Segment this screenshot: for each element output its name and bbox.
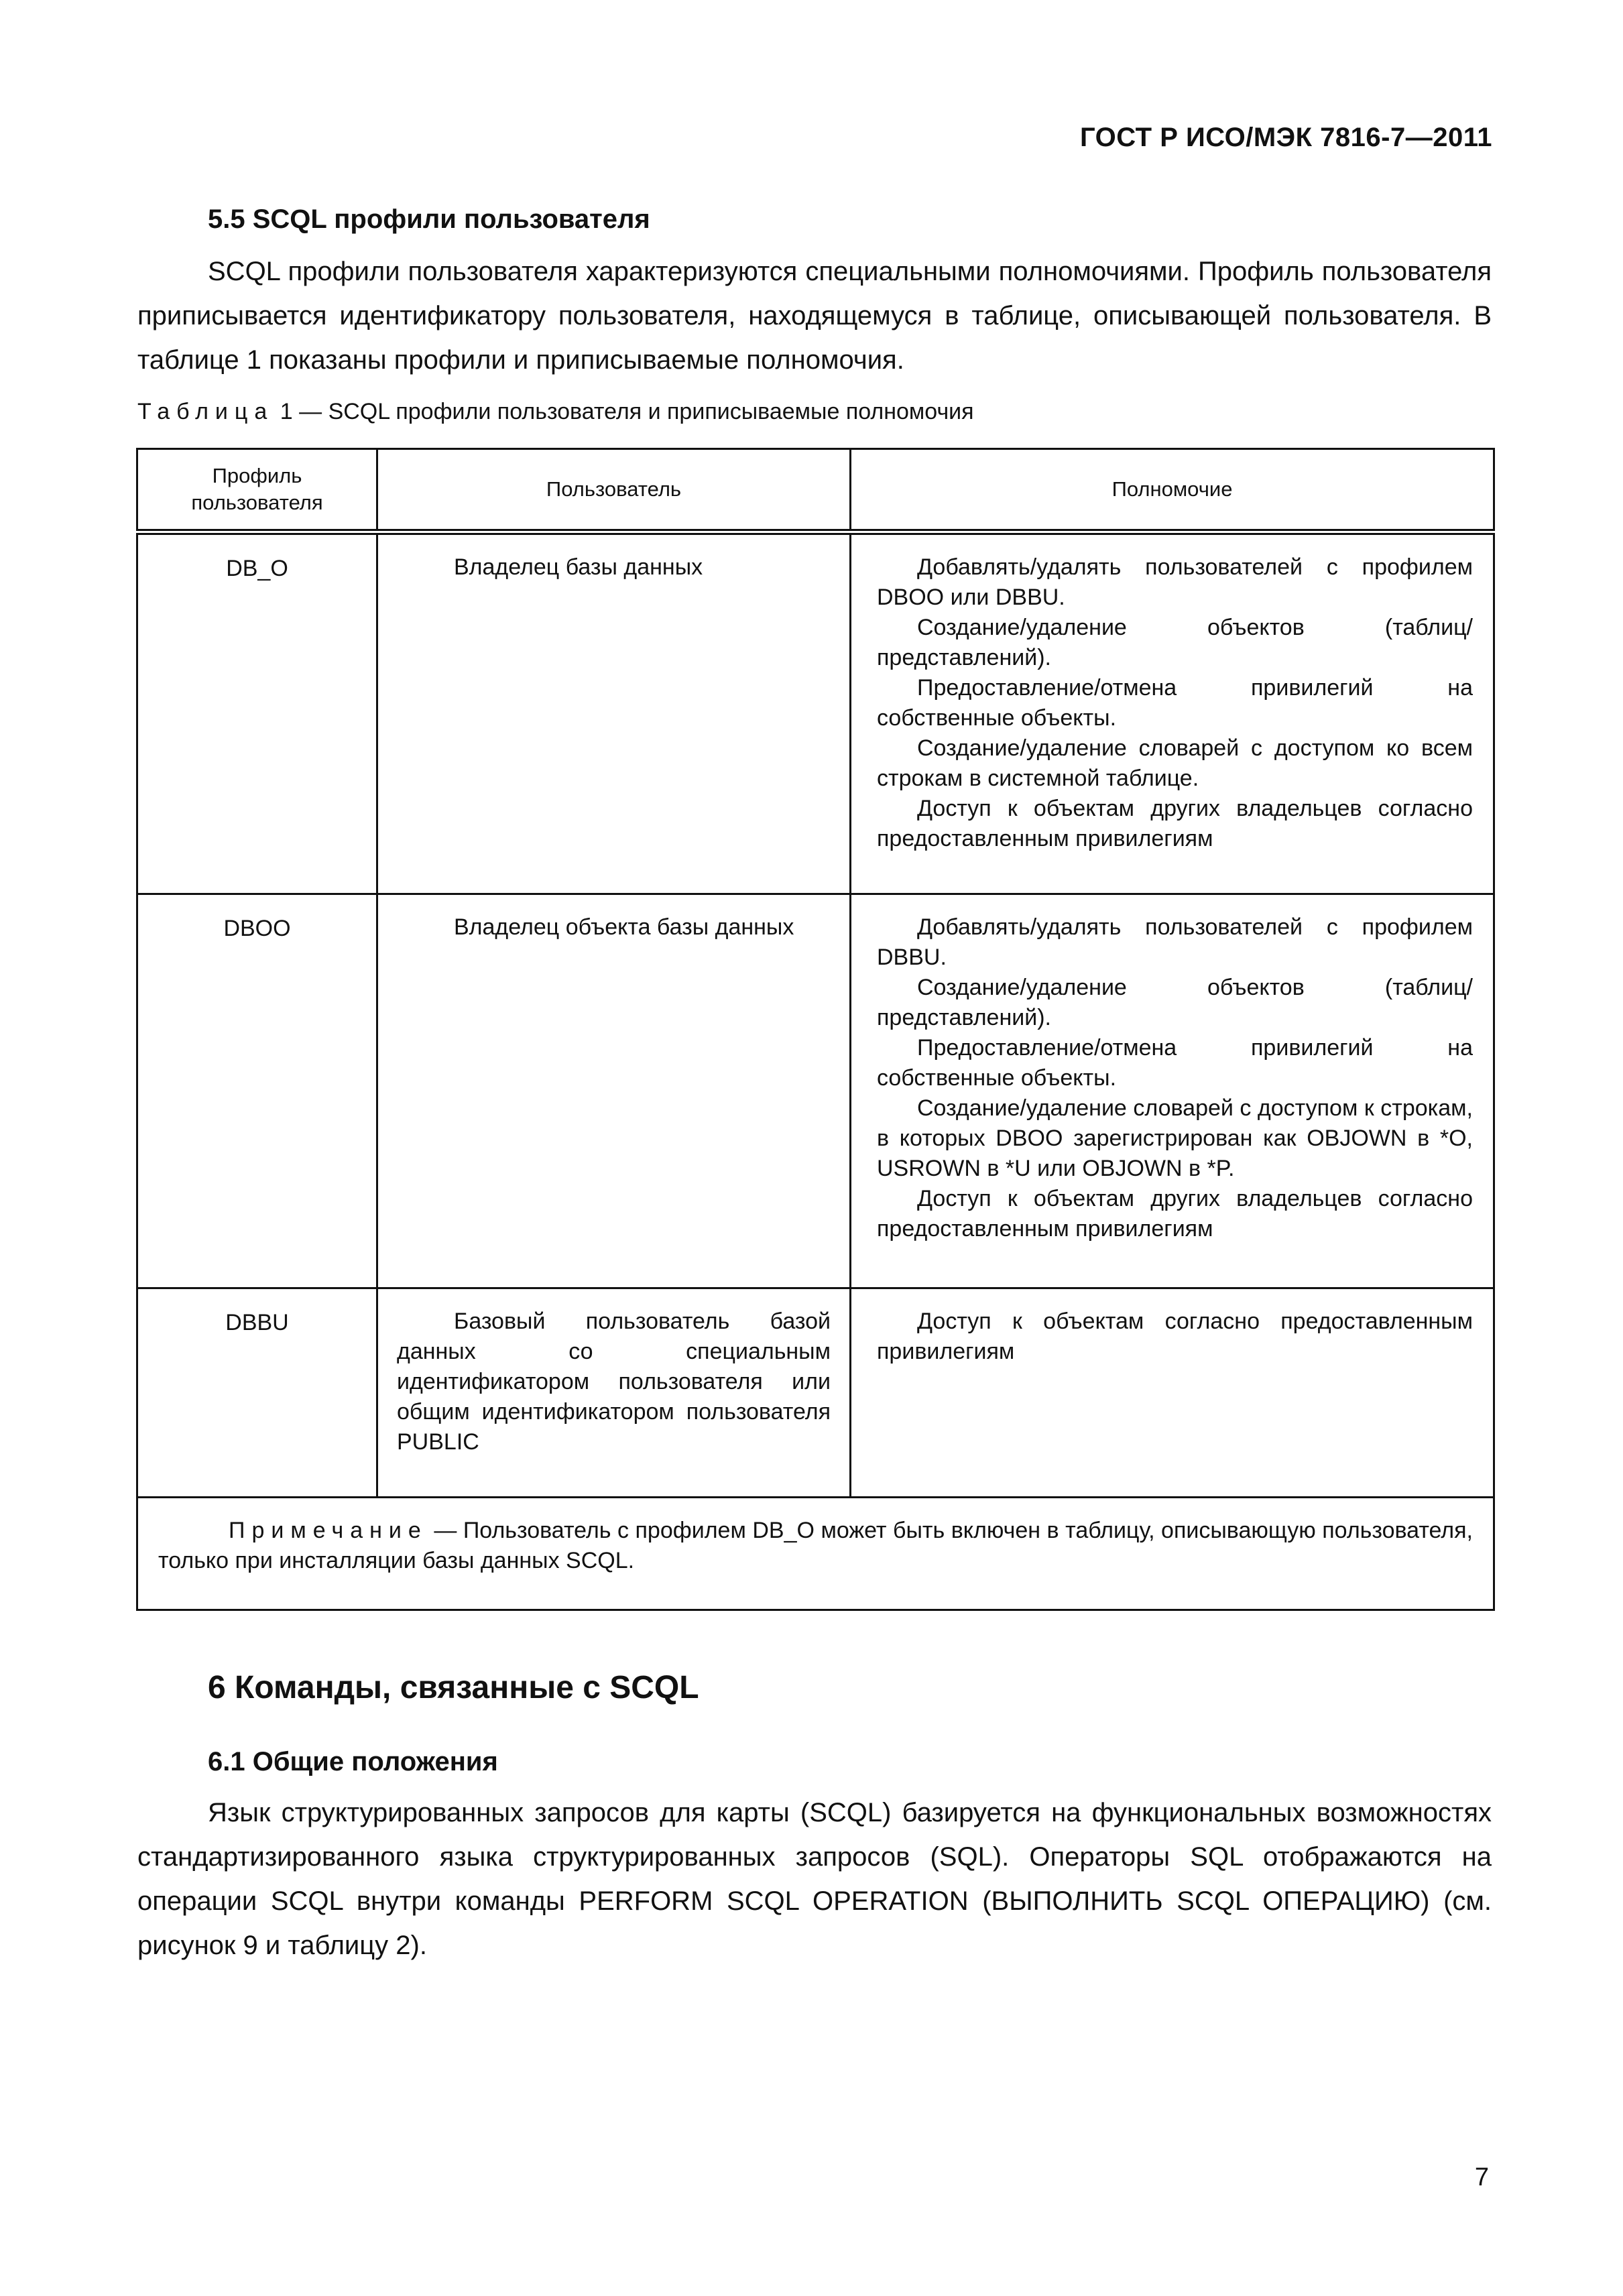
- profile-cell: DB_O: [137, 532, 377, 894]
- permission-cell: [851, 532, 1494, 894]
- note-label: Примечание: [229, 1518, 428, 1543]
- section-5-5-title: 5.5 SCQL профили пользователя: [208, 204, 650, 234]
- permission-item: Доступ к объектам согласно предоставленным привилегиям: [877, 1309, 1473, 1364]
- profile-cell: DBOO: [137, 894, 377, 1288]
- table-note-row: [137, 1498, 1494, 1610]
- user-cell: Базовый пользователь базой данных со специальным идентификатором пользователя или общим идентификатором пользователя PUBLIC: [377, 1288, 851, 1498]
- table-row: [137, 532, 1494, 894]
- permission-item: Добавлять/удалять пользователей с профилем DBBU.: [877, 914, 1473, 970]
- permission-item: Доступ к объектам других владельцев согласно предоставленным привилегиям: [877, 1186, 1473, 1242]
- permission-item: Создание/удаление словарей с доступом ко всем строкам в системной таблице.: [877, 735, 1473, 791]
- table-row: [137, 894, 1494, 1288]
- table-note-paragraph: [158, 1516, 1473, 1576]
- table-note: [137, 1498, 1494, 1610]
- section-6-1-title: 6.1 Общие положения: [208, 1747, 498, 1776]
- user-cell: Владелец объекта базы данных: [377, 894, 851, 1288]
- profiles-table: [136, 448, 1495, 1611]
- permission-item: Предоставление/отмена привилегий на собственные объекты.: [877, 1035, 1473, 1091]
- permission-item: Создание/удаление словарей с доступом к строкам, в которых DBOO зарегистрирован как OBJOWN в *O, USROWN в *U или OBJOWN в *P.: [877, 1095, 1473, 1181]
- note-text: — Пользователь с профилем DB_O может быть включен в таблицу, описывающую пользователя, только при инсталляции базы данных SCQL.: [158, 1518, 1474, 1573]
- permission-item: Предоставление/отмена привилегий на собственные объекты.: [877, 675, 1473, 731]
- section-5-5-paragraph: SCQL профили пользователя характеризуются специальными полномочиями. Профиль пользователя приписывается идентификатору пользователя, находящемуся в таблице, описывающей пользователя. В таблице 1 показаны профили и приписываемые полномочия.: [137, 257, 1492, 375]
- document-code: ГОСТ Р ИСО/МЭК 7816-7—2011: [1080, 123, 1492, 152]
- permission-item: Создание/удаление объектов (таблиц/представлений).: [877, 975, 1473, 1030]
- permission-item: Создание/удаление объектов (таблиц/представлений).: [877, 615, 1473, 670]
- profile-cell: DBBU: [137, 1288, 377, 1498]
- page-number: 7: [1474, 2163, 1489, 2191]
- table-header-row: [137, 449, 1494, 532]
- permission-cell: [851, 894, 1494, 1288]
- permission-cell: [851, 1288, 1494, 1498]
- table-row: [137, 1288, 1494, 1498]
- header-profile: Профиль пользователя: [137, 449, 377, 532]
- user-cell: Владелец базы данных: [377, 532, 851, 894]
- permission-item: Доступ к объектам других владельцев согласно предоставленным привилегиям: [877, 796, 1473, 851]
- table-caption-label: Таблица: [137, 399, 274, 424]
- header-user: Пользователь: [377, 449, 851, 532]
- header-permission: Полномочие: [851, 449, 1494, 532]
- permission-item: Добавлять/удалять пользователей с профилем DBOO или DBBU.: [877, 554, 1473, 610]
- table-caption-text: 1 — SCQL профили пользователя и приписываемые полномочия: [280, 399, 974, 424]
- section-6-title: 6 Команды, связанные с SCQL: [208, 1670, 699, 1705]
- table-caption: [137, 399, 974, 425]
- section-6-1-paragraph: Язык структурированных запросов для карты (SCQL) базируется на функциональных возможностях стандартизированного языка структурированных запросов (SQL). Операторы SQL отображаются на операции SCQL внутри команды PERFORM SCQL OPERATION (ВЫПОЛНИТЬ SCQL ОПЕРАЦИЮ) (см. рисунок 9 и таблицу 2).: [137, 1798, 1492, 1960]
